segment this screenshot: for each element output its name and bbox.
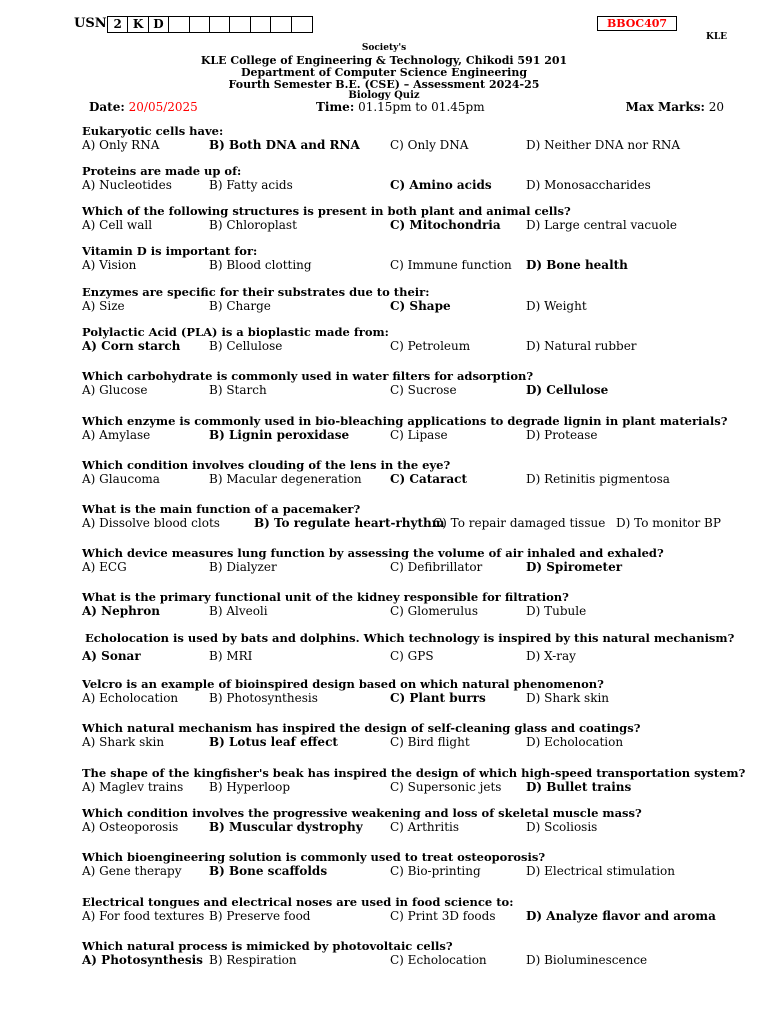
question-prompt: The shape of the kingfisher's beak has inspired the design of which high-speed transportation system? — [82, 766, 746, 780]
option-d[interactable]: D) X-ray — [526, 649, 576, 663]
option-b[interactable]: B) Respiration — [209, 953, 297, 967]
option-a[interactable]: A) Only RNA — [82, 138, 160, 152]
question-prompt: Vitamin D is important for: — [82, 244, 258, 258]
option-c[interactable]: C) Bio-printing — [390, 864, 481, 878]
option-b[interactable]: B) Photosynthesis — [209, 691, 318, 705]
option-c[interactable]: C) Plant burrs — [390, 691, 486, 705]
option-d[interactable]: D) Electrical stimulation — [526, 864, 675, 878]
option-c[interactable]: C) Supersonic jets — [390, 780, 502, 794]
question-prompt: Polylactic Acid (PLA) is a bioplastic made from: — [82, 325, 389, 339]
option-b[interactable]: B) Lignin peroxidase — [209, 428, 350, 442]
time-label: Time: — [316, 100, 355, 114]
question-prompt: Echolocation is used by bats and dolphins. Which technology is inspired by this natural mechanism? — [85, 631, 735, 645]
option-c[interactable]: C) Shape — [390, 299, 451, 313]
option-d[interactable]: D) Weight — [526, 299, 587, 313]
option-d[interactable]: D) Bullet trains — [526, 780, 632, 794]
option-d[interactable]: D) Tubule — [526, 604, 587, 618]
option-a[interactable]: A) Corn starch — [82, 339, 181, 353]
semester-title: Fourth Semester B.E. (CSE) – Assessment 2024-25 — [228, 78, 540, 91]
question-prompt: What is the main function of a pacemaker? — [82, 502, 361, 516]
corner-tag: KLE — [706, 32, 728, 42]
option-b[interactable]: B) Charge — [209, 299, 271, 313]
option-d[interactable]: D) Bioluminescence — [526, 953, 648, 967]
option-b[interactable]: B) Bone scaffolds — [209, 864, 328, 878]
option-d[interactable]: D) Shark skin — [526, 691, 610, 705]
usn-box[interactable]: 2 — [108, 17, 128, 32]
option-c[interactable]: C) Print 3D foods — [390, 909, 496, 923]
option-b[interactable]: B) Alveoli — [209, 604, 268, 618]
option-a[interactable]: A) Amylase — [82, 428, 151, 442]
question-prompt: Which carbohydrate is commonly used in water filters for adsorption? — [82, 369, 534, 383]
option-b[interactable]: B) Muscular dystrophy — [209, 820, 363, 834]
option-c[interactable]: C) Bird flight — [390, 735, 470, 749]
option-a[interactable]: A) Shark skin — [82, 735, 165, 749]
option-c[interactable]: C) Amino acids — [390, 178, 492, 192]
question-prompt: Enzymes are specific for their substrates due to their: — [82, 285, 430, 299]
option-b[interactable]: B) Both DNA and RNA — [209, 138, 360, 152]
max-marks-label: Max Marks: — [625, 100, 705, 114]
question-prompt: Which condition involves the progressive weakening and loss of skeletal muscle mass? — [82, 806, 642, 820]
usn-box[interactable]: D — [149, 17, 169, 32]
subject-title: Biology Quiz — [348, 90, 420, 101]
question-prompt: Which condition involves clouding of the lens in the eye? — [82, 458, 451, 472]
option-c[interactable]: C) GPS — [390, 649, 434, 663]
option-d[interactable]: D) Natural rubber — [526, 339, 637, 353]
option-b[interactable]: B) Hyperloop — [209, 780, 291, 794]
option-d[interactable]: D) To monitor BP — [616, 516, 721, 530]
option-d[interactable]: D) Scoliosis — [526, 820, 598, 834]
question-prompt: Proteins are made up of: — [82, 164, 242, 178]
option-b[interactable]: B) MRI — [209, 649, 253, 663]
question-prompt: Eukaryotic cells have: — [82, 124, 224, 138]
option-a[interactable]: A) Osteoporosis — [82, 820, 179, 834]
option-d[interactable]: D) Protease — [526, 428, 598, 442]
option-a[interactable]: A) ECG — [82, 560, 127, 574]
option-b[interactable]: B) Dialyzer — [209, 560, 277, 574]
question-prompt: Velcro is an example of bioinspired design based on which natural phenomenon? — [82, 677, 604, 691]
option-a[interactable]: A) Nucleotides — [82, 178, 172, 192]
option-a[interactable]: A) Size — [82, 299, 125, 313]
option-b[interactable]: B) To regulate heart-rhythm — [254, 516, 445, 530]
option-c[interactable]: C) Mitochondria — [390, 218, 501, 232]
time-value: 01.15pm to 01.45pm — [358, 100, 485, 114]
option-c[interactable]: C) Petroleum — [390, 339, 471, 353]
option-b[interactable]: B) Chloroplast — [209, 218, 297, 232]
option-d[interactable]: D) Bone health — [526, 258, 628, 272]
option-c[interactable]: C) Only DNA — [390, 138, 469, 152]
option-a[interactable]: A) Photosynthesis — [82, 953, 203, 967]
question-prompt: Which enzyme is commonly used in bio-bleaching applications to degrade lignin in plant materials? — [82, 414, 728, 428]
option-b[interactable]: B) Cellulose — [209, 339, 283, 353]
college-name: KLE College of Engineering & Technology, Chikodi 591 201 — [200, 54, 568, 67]
option-a[interactable]: A) Echolocation — [82, 691, 179, 705]
question-prompt: Which of the following structures is present in both plant and animal cells? — [82, 204, 571, 218]
department-name: Department of Computer Science Engineering — [240, 66, 528, 79]
option-a[interactable]: A) For food textures — [82, 909, 205, 923]
option-a[interactable]: A) Dissolve blood clots — [82, 516, 220, 530]
option-d[interactable]: D) Cellulose — [526, 383, 609, 397]
date-label: Date: — [89, 100, 125, 114]
option-c[interactable]: C) Defibrillator — [390, 560, 483, 574]
option-c[interactable]: C) To repair damaged tissue — [433, 516, 606, 530]
option-c[interactable]: C) Arthritis — [390, 820, 460, 834]
question-prompt: Electrical tongues and electrical noses are used in food science to: — [82, 895, 514, 909]
question-prompt: What is the primary functional unit of the kidney responsible for filtration? — [82, 590, 569, 604]
usn-box[interactable]: K — [128, 17, 148, 32]
option-d[interactable]: D) Monosaccharides — [526, 178, 651, 192]
option-d[interactable]: D) Echolocation — [526, 735, 624, 749]
course-code-badge: BBOC407 — [597, 16, 677, 31]
option-c[interactable]: C) Immune function — [390, 258, 512, 272]
option-d[interactable]: D) Analyze flavor and aroma — [526, 909, 716, 923]
option-a[interactable]: A) Vision — [82, 258, 137, 272]
option-a[interactable]: A) Maglev trains — [82, 780, 184, 794]
option-c[interactable]: C) Echolocation — [390, 953, 487, 967]
question-prompt: Which device measures lung function by assessing the volume of air inhaled and exhaled? — [82, 546, 664, 560]
option-b[interactable]: B) Starch — [209, 383, 267, 397]
option-b[interactable]: B) Preserve food — [209, 909, 311, 923]
option-a[interactable]: A) Cell wall — [82, 218, 153, 232]
option-d[interactable]: D) Spirometer — [526, 560, 623, 574]
society-label: Society's — [361, 43, 407, 53]
usn-label: USN — [74, 16, 107, 31]
option-d[interactable]: D) Retinitis pigmentosa — [526, 472, 670, 486]
max-marks-value: 20 — [708, 100, 724, 114]
option-b[interactable]: B) Fatty acids — [209, 178, 293, 192]
option-b[interactable]: B) Blood clotting — [209, 258, 312, 272]
option-b[interactable]: B) Macular degeneration — [209, 472, 362, 486]
option-a[interactable]: A) Gene therapy — [82, 864, 182, 878]
option-a[interactable]: A) Glucose — [82, 383, 148, 397]
question-prompt: Which natural process is mimicked by photovoltaic cells? — [82, 939, 453, 953]
question-prompt: Which natural mechanism has inspired the design of self-cleaning glass and coatings? — [82, 721, 641, 735]
question-prompt: Which bioengineering solution is commonly used to treat osteoporosis? — [82, 850, 546, 864]
option-d[interactable]: D) Neither DNA nor RNA — [526, 138, 681, 152]
option-a[interactable]: A) Nephron — [82, 604, 160, 618]
option-c[interactable]: C) Lipase — [390, 428, 448, 442]
option-a[interactable]: A) Glaucoma — [82, 472, 160, 486]
option-c[interactable]: C) Sucrose — [390, 383, 457, 397]
option-c[interactable]: C) Cataract — [390, 472, 467, 486]
option-b[interactable]: B) Lotus leaf effect — [209, 735, 338, 749]
option-d[interactable]: D) Large central vacuole — [526, 218, 678, 232]
option-a[interactable]: A) Sonar — [82, 649, 141, 663]
date-value: 20/05/2025 — [128, 100, 198, 114]
option-c[interactable]: C) Glomerulus — [390, 604, 478, 618]
